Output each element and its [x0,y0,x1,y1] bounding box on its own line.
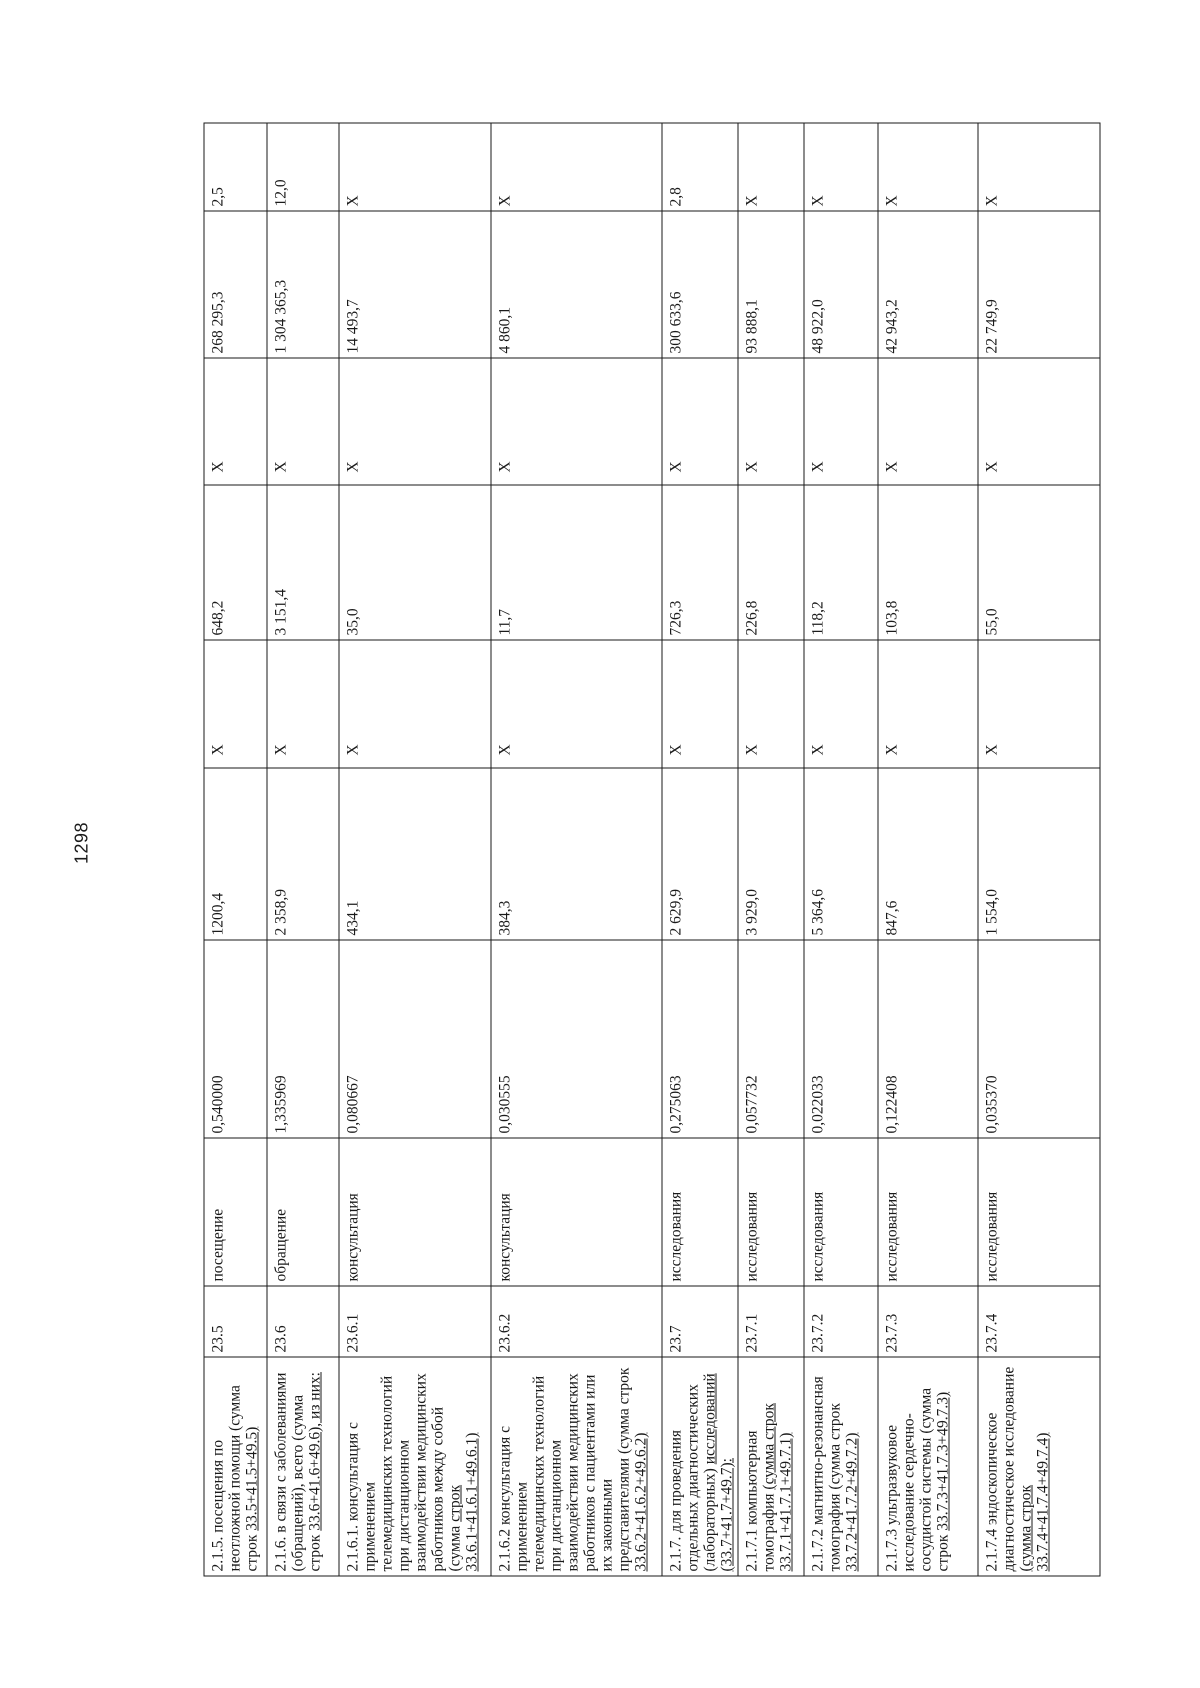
row-col6: Х [878,640,978,768]
row-col5: 847,6 [878,768,978,940]
row-unit: обращение [267,1138,339,1286]
row-unit: посещение [204,1138,267,1286]
row-col10: 2,8 [662,123,738,211]
row-col4: 0,080667 [339,940,491,1138]
row-col6: Х [339,640,491,768]
row-unit: исследования [662,1138,738,1286]
row-col7: 35,0 [339,485,491,640]
row-col10: Х [978,123,1100,211]
row-col7: 3 151,4 [267,485,339,640]
row-number: 23.6.2 [491,1286,662,1357]
row-col4: 0,022033 [804,940,878,1138]
row-name: 2.1.5. посещения по неотложной помощи (сумма строк 33.5+41.5+49.5) [204,1357,267,1576]
row-col7: 11,7 [491,485,662,640]
row-col9: 1 304 365,3 [267,211,339,358]
row-number: 23.6 [267,1286,339,1357]
row-col8: Х [978,358,1100,485]
row-col6: Х [804,640,878,768]
row-number: 23.7.3 [878,1286,978,1357]
row-name: 2.1.7.2 магнитно-резонансная томография (сумма строк 33.7.2+41.7.2+49.7.2) [804,1357,878,1576]
row-col9: 42 943,2 [878,211,978,358]
row-number: 23.5 [204,1286,267,1357]
row-col10: Х [804,123,878,211]
row-col4: 0,057732 [738,940,804,1138]
row-col4: 0,540000 [204,940,267,1138]
row-col6: Х [662,640,738,768]
row-number: 23.7.1 [738,1286,804,1357]
row-col10: Х [738,123,804,211]
rotated-table-frame [204,124,1099,1577]
table-row [662,123,738,1576]
table-row [978,123,1100,1576]
row-col7: 103,8 [878,485,978,640]
row-col7: 226,8 [738,485,804,640]
row-col6: Х [491,640,662,768]
table-row [804,123,878,1576]
row-number: 23.7.4 [978,1286,1100,1357]
row-col8: Х [738,358,804,485]
row-col8: Х [339,358,491,485]
row-col8: Х [662,358,738,485]
row-col10: 12,0 [267,123,339,211]
row-number: 23.7.2 [804,1286,878,1357]
row-col9: 48 922,0 [804,211,878,358]
table-row [339,123,491,1576]
row-name: 2.1.7.3 ультразвуковое исследование сердечно-сосудистой системы (сумма строк 33.7.3+41.7.3+49.7.3) [878,1357,978,1576]
row-col9: 14 493,7 [339,211,491,358]
row-col4: 0,275063 [662,940,738,1138]
row-unit: консультация [491,1138,662,1286]
row-col5: 384,3 [491,768,662,940]
row-col10: Х [878,123,978,211]
row-col6: Х [978,640,1100,768]
row-name: 2.1.6.2 консультация с применением телемедицинских технологий при дистанционном взаимодействии медицинских работников с пациентами или их законными представителями (сумма строк 33.6.2+41.6.2+49.6.2) [491,1357,662,1576]
row-name: 2.1.6.1. консультация с применением телемедицинских технологий при дистанционном взаимодействии медицинских работников между собой (сумма строк 33.6.1+41.6.1+49.6.1) [339,1357,491,1576]
row-unit: исследования [878,1138,978,1286]
row-col8: Х [491,358,662,485]
row-col7: 726,3 [662,485,738,640]
row-col9: 93 888,1 [738,211,804,358]
row-col4: 1,335969 [267,940,339,1138]
table-row [204,123,267,1576]
row-col5: 3 929,0 [738,768,804,940]
row-col4: 0,035370 [978,940,1100,1138]
row-unit: консультация [339,1138,491,1286]
row-col5: 2 358,9 [267,768,339,940]
table-row [267,123,339,1576]
row-col7: 648,2 [204,485,267,640]
row-col9: 268 295,3 [204,211,267,358]
page-number: 1298 [71,821,92,865]
row-unit: исследования [738,1138,804,1286]
row-number: 23.7 [662,1286,738,1357]
row-col5: 1200,4 [204,768,267,940]
table-row [738,123,804,1576]
row-col9: 300 633,6 [662,211,738,358]
row-name: 2.1.7. для проведения отдельных диагностических (лабораторных) исследований (33.7+41.7+49.7): [662,1357,738,1576]
row-col10: Х [339,123,491,211]
row-col10: 2,5 [204,123,267,211]
row-unit: исследования [804,1138,878,1286]
row-col6: Х [267,640,339,768]
row-col5: 434,1 [339,768,491,940]
row-name: 2.1.7.1 компьютерная томография (сумма строк 33.7.1+41.7.1+49.7.1) [738,1357,804,1576]
row-col4: 0,030555 [491,940,662,1138]
row-col8: Х [204,358,267,485]
row-col6: Х [738,640,804,768]
row-col8: Х [878,358,978,485]
row-col7: 55,0 [978,485,1100,640]
row-col9: 4 860,1 [491,211,662,358]
row-number: 23.6.1 [339,1286,491,1357]
table-row [878,123,978,1576]
row-name: 2.1.7.4 эндоскопическое диагностическое исследование (сумма строк 33.7.4+41.7.4+49.7.4) [978,1357,1100,1576]
row-col10: Х [491,123,662,211]
cost-table [204,123,1101,1577]
table-row [491,123,662,1576]
row-col8: Х [804,358,878,485]
row-col7: 118,2 [804,485,878,640]
row-col8: Х [267,358,339,485]
row-col9: 22 749,9 [978,211,1100,358]
row-unit: исследования [978,1138,1100,1286]
row-name: 2.1.6. в связи с заболеваниями (обращений), всего (сумма строк 33.6+41.6+49.6), из них: [267,1357,339,1576]
row-col5: 5 364,6 [804,768,878,940]
row-col4: 0,122408 [878,940,978,1138]
row-col5: 1 554,0 [978,768,1100,940]
row-col6: Х [204,640,267,768]
row-col5: 2 629,9 [662,768,738,940]
